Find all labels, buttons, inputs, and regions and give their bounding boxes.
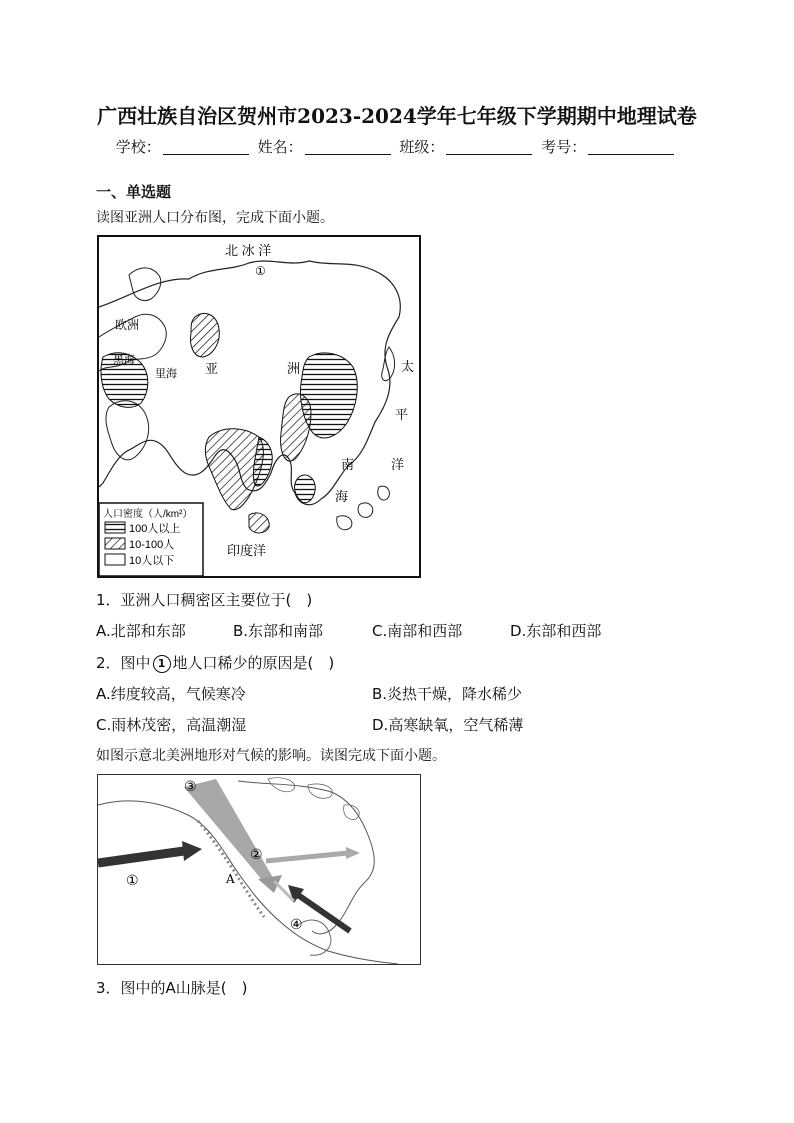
label-pacific-1: 太 [401, 359, 415, 374]
north-america-map [97, 774, 421, 965]
density-central [191, 313, 220, 357]
name-label: 姓名： [257, 138, 303, 156]
legend-item-low: 10人以下 [129, 555, 175, 567]
label-south-sea-2: 海 [335, 489, 349, 504]
question-2 [96, 652, 334, 673]
label-arctic-ocean: 北 冰 洋 [225, 243, 272, 258]
school-label: 学校： [115, 138, 161, 156]
label-pacific-2: 平 [395, 407, 409, 422]
exam-number-label: 考号： [541, 138, 587, 156]
label-pacific-3: 洋 [391, 457, 405, 472]
label-1: ① [126, 873, 139, 889]
q2-marker: 1 [153, 655, 171, 673]
section-heading: 一、单选题 [96, 183, 172, 201]
q2-option-d[interactable]: D.高寒缺氧，空气稀薄 [372, 716, 524, 734]
arrow-1-shaft [98, 851, 184, 863]
class-label: 班级： [399, 138, 445, 156]
arrow-2-head [346, 847, 360, 859]
q1-option-b[interactable]: B.东部和南部 [233, 622, 324, 640]
label-4: ④ [290, 917, 303, 933]
school-blank[interactable] [163, 140, 249, 155]
label-europe: 欧洲 [115, 318, 140, 332]
intro-text-2: 如图示意北美洲地形对气候的影响。读图完成下面小题。 [96, 748, 446, 764]
legend-title: 人口密度（人/km²） [103, 509, 193, 520]
legend-item-mid: 10-100人 [129, 539, 175, 551]
label-asia-1: 亚 [205, 361, 219, 376]
label-asia-2: 洲 [287, 361, 301, 376]
q2-option-c[interactable]: C.雨林茂密，高温潮湿 [96, 716, 247, 734]
q1-option-d[interactable]: D.东部和西部 [510, 622, 602, 640]
q1-option-c[interactable]: C.南部和西部 [372, 622, 463, 640]
legend-swatch-low [105, 554, 125, 565]
intro-text-1: 读图亚洲人口分布图，完成下面小题。 [96, 210, 334, 226]
density-east-mid [281, 394, 311, 461]
exam-title: 广西壮族自治区贺州市2023-2024学年七年级下学期期中地理试卷 [97, 104, 697, 128]
class-blank[interactable] [446, 140, 532, 155]
q1-option-a[interactable]: A.北部和东部 [96, 622, 186, 640]
label-marker-1: ① [255, 264, 266, 278]
q2-option-b[interactable]: B.炎热干燥，降水稀少 [372, 685, 523, 703]
legend-item-high: 100人以上 [129, 523, 181, 535]
label-south-sea-1: 南 [341, 457, 355, 472]
student-info-line [0, 136, 794, 157]
q2-suffix: 地人口稀少的原因是( ) [172, 654, 335, 672]
label-black-sea: 黑海 [113, 354, 135, 366]
arrow-3-shape [184, 779, 276, 887]
q2-option-a[interactable]: A.纬度较高，气候寒冷 [96, 685, 246, 703]
arrow-4-shaft [298, 895, 350, 931]
arrow-1-head [182, 841, 202, 861]
legend-swatch-mid [105, 538, 125, 549]
asia-population-map [97, 235, 421, 578]
question-3: 3．图中的A山脉是( ) [96, 979, 248, 997]
arrow-2-shaft [266, 853, 348, 861]
label-a: A [226, 872, 235, 886]
name-blank[interactable] [305, 140, 391, 155]
label-2: ② [250, 847, 263, 863]
legend-swatch-high [105, 522, 125, 533]
density-sumatra [249, 513, 269, 533]
label-3: ③ [184, 779, 197, 795]
japan [382, 347, 395, 381]
label-indian-ocean: 印度洋 [227, 543, 267, 558]
question-1: 1．亚洲人口稠密区主要位于( ) [96, 591, 313, 609]
label-caspian-sea: 里海 [155, 368, 177, 380]
q2-prefix: 2．图中 [96, 654, 151, 672]
na-coastline [98, 801, 398, 964]
exam-number-blank[interactable] [588, 140, 674, 155]
